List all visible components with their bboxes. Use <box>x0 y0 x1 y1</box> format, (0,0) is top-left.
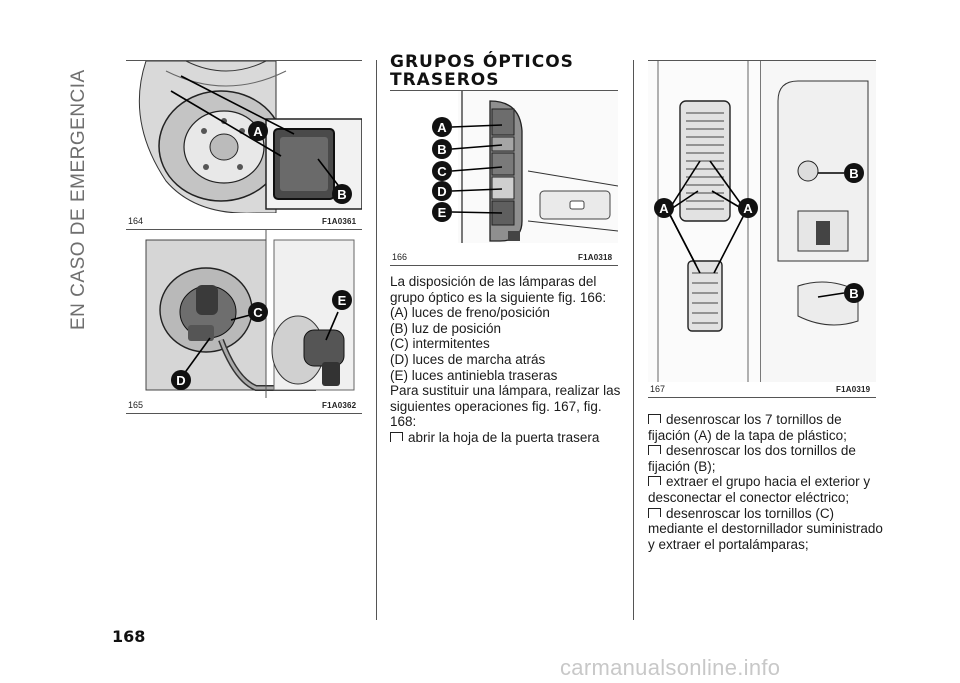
step-remove-screws-text: desenroscar los 7 tornillos de fijación (A) de la tapa de plástico; <box>648 412 847 443</box>
step-open-door-text: abrir la hoja de la puerta trasera <box>408 429 600 445</box>
fig166-label-c: C <box>437 164 447 179</box>
fig165-label-e: E <box>337 293 347 308</box>
fig167-label-b-top: B <box>849 166 859 181</box>
fig165-number: 165 <box>128 400 144 410</box>
figure-167 <box>648 61 876 382</box>
step-open-door <box>390 430 622 446</box>
fig165-label-c: C <box>253 305 263 320</box>
intro-paragraph: La disposición de las lámparas del grupo óptico es la siguiente fig. 166: <box>390 274 607 305</box>
column-3-text <box>648 412 884 552</box>
bullet-icon <box>648 445 661 454</box>
lamp-item-d: (D) luces de marcha atrás <box>390 351 546 367</box>
fig166-bottom-rule <box>390 265 618 266</box>
section-heading <box>390 53 574 89</box>
watermark: carmanualsonline.info <box>560 655 781 680</box>
bullet-icon <box>648 476 661 485</box>
step-extract-group-text: extraer el grupo hacia el exterior y desconectar el conector eléctrico; <box>648 474 871 505</box>
column-divider-1 <box>376 60 377 620</box>
fig164-label-a: A <box>253 124 263 139</box>
fig164-number: 164 <box>128 216 144 226</box>
fig165-drawing <box>126 230 362 398</box>
step-remove-c-screws-text: desenroscar los tornillos (C) mediante el destornillador suministrado y extraer el portalámparas; <box>648 505 883 552</box>
fig166-label-e: E <box>437 205 447 220</box>
step-remove-b-screws-text: desenroscar los dos tornillos de fijación (B); <box>648 443 856 474</box>
chapter-side-title <box>40 40 89 330</box>
fig167-label-b-bottom: B <box>849 286 859 301</box>
fig167-number: 167 <box>650 384 666 394</box>
step-remove-c-screws <box>648 506 884 553</box>
fig164-drawing <box>126 61 362 213</box>
fig167-drawing <box>648 61 876 382</box>
step-remove-b-screws <box>648 443 884 474</box>
replace-paragraph: Para sustituir una lámpara, realizar las siguientes operaciones fig. 167, fig. 168: <box>390 383 621 430</box>
fig165-label-d: D <box>176 373 186 388</box>
fig164-code: F1A0361 <box>322 217 357 226</box>
column-2-text <box>390 274 622 446</box>
bullet-icon <box>648 508 661 517</box>
fig167-code: F1A0319 <box>836 385 871 394</box>
fig165-code: F1A0362 <box>322 401 357 410</box>
chapter-title-text: EN CASO DE EMERGENCIA <box>68 69 89 330</box>
lamp-item-b: (B) luz de posición <box>390 320 502 336</box>
figure-164 <box>126 61 362 213</box>
fig167-bottom-rule <box>648 397 876 398</box>
heading-line-1: GRUPOS ÓPTICOS <box>390 52 574 72</box>
lamp-item-c: (C) intermitentes <box>390 336 490 352</box>
fig164-label-b: B <box>337 187 347 202</box>
page-number: 168 <box>112 627 146 646</box>
fig166-label-d: D <box>437 184 447 199</box>
lamp-item-e: (E) luces antiniebla traseras <box>390 367 558 383</box>
fig166-label-b: B <box>437 142 447 157</box>
fig166-number: 166 <box>392 252 408 262</box>
fig165-bottom-rule <box>126 413 362 414</box>
figure-166 <box>390 91 618 243</box>
column-divider-2 <box>633 60 634 620</box>
bullet-icon <box>390 432 403 441</box>
figure-165 <box>126 230 362 398</box>
heading-line-2: TRASEROS <box>390 70 500 90</box>
step-extract-group <box>648 474 884 505</box>
fig166-label-a: A <box>437 120 447 135</box>
fig166-drawing <box>390 91 618 243</box>
fig166-code: F1A0318 <box>578 253 613 262</box>
fig167-label-a-right: A <box>743 201 753 216</box>
lamp-item-a: (A) luces de freno/posición <box>390 305 550 321</box>
fig167-label-a-left: A <box>659 201 669 216</box>
step-remove-screws <box>648 412 884 443</box>
bullet-icon <box>648 414 661 423</box>
